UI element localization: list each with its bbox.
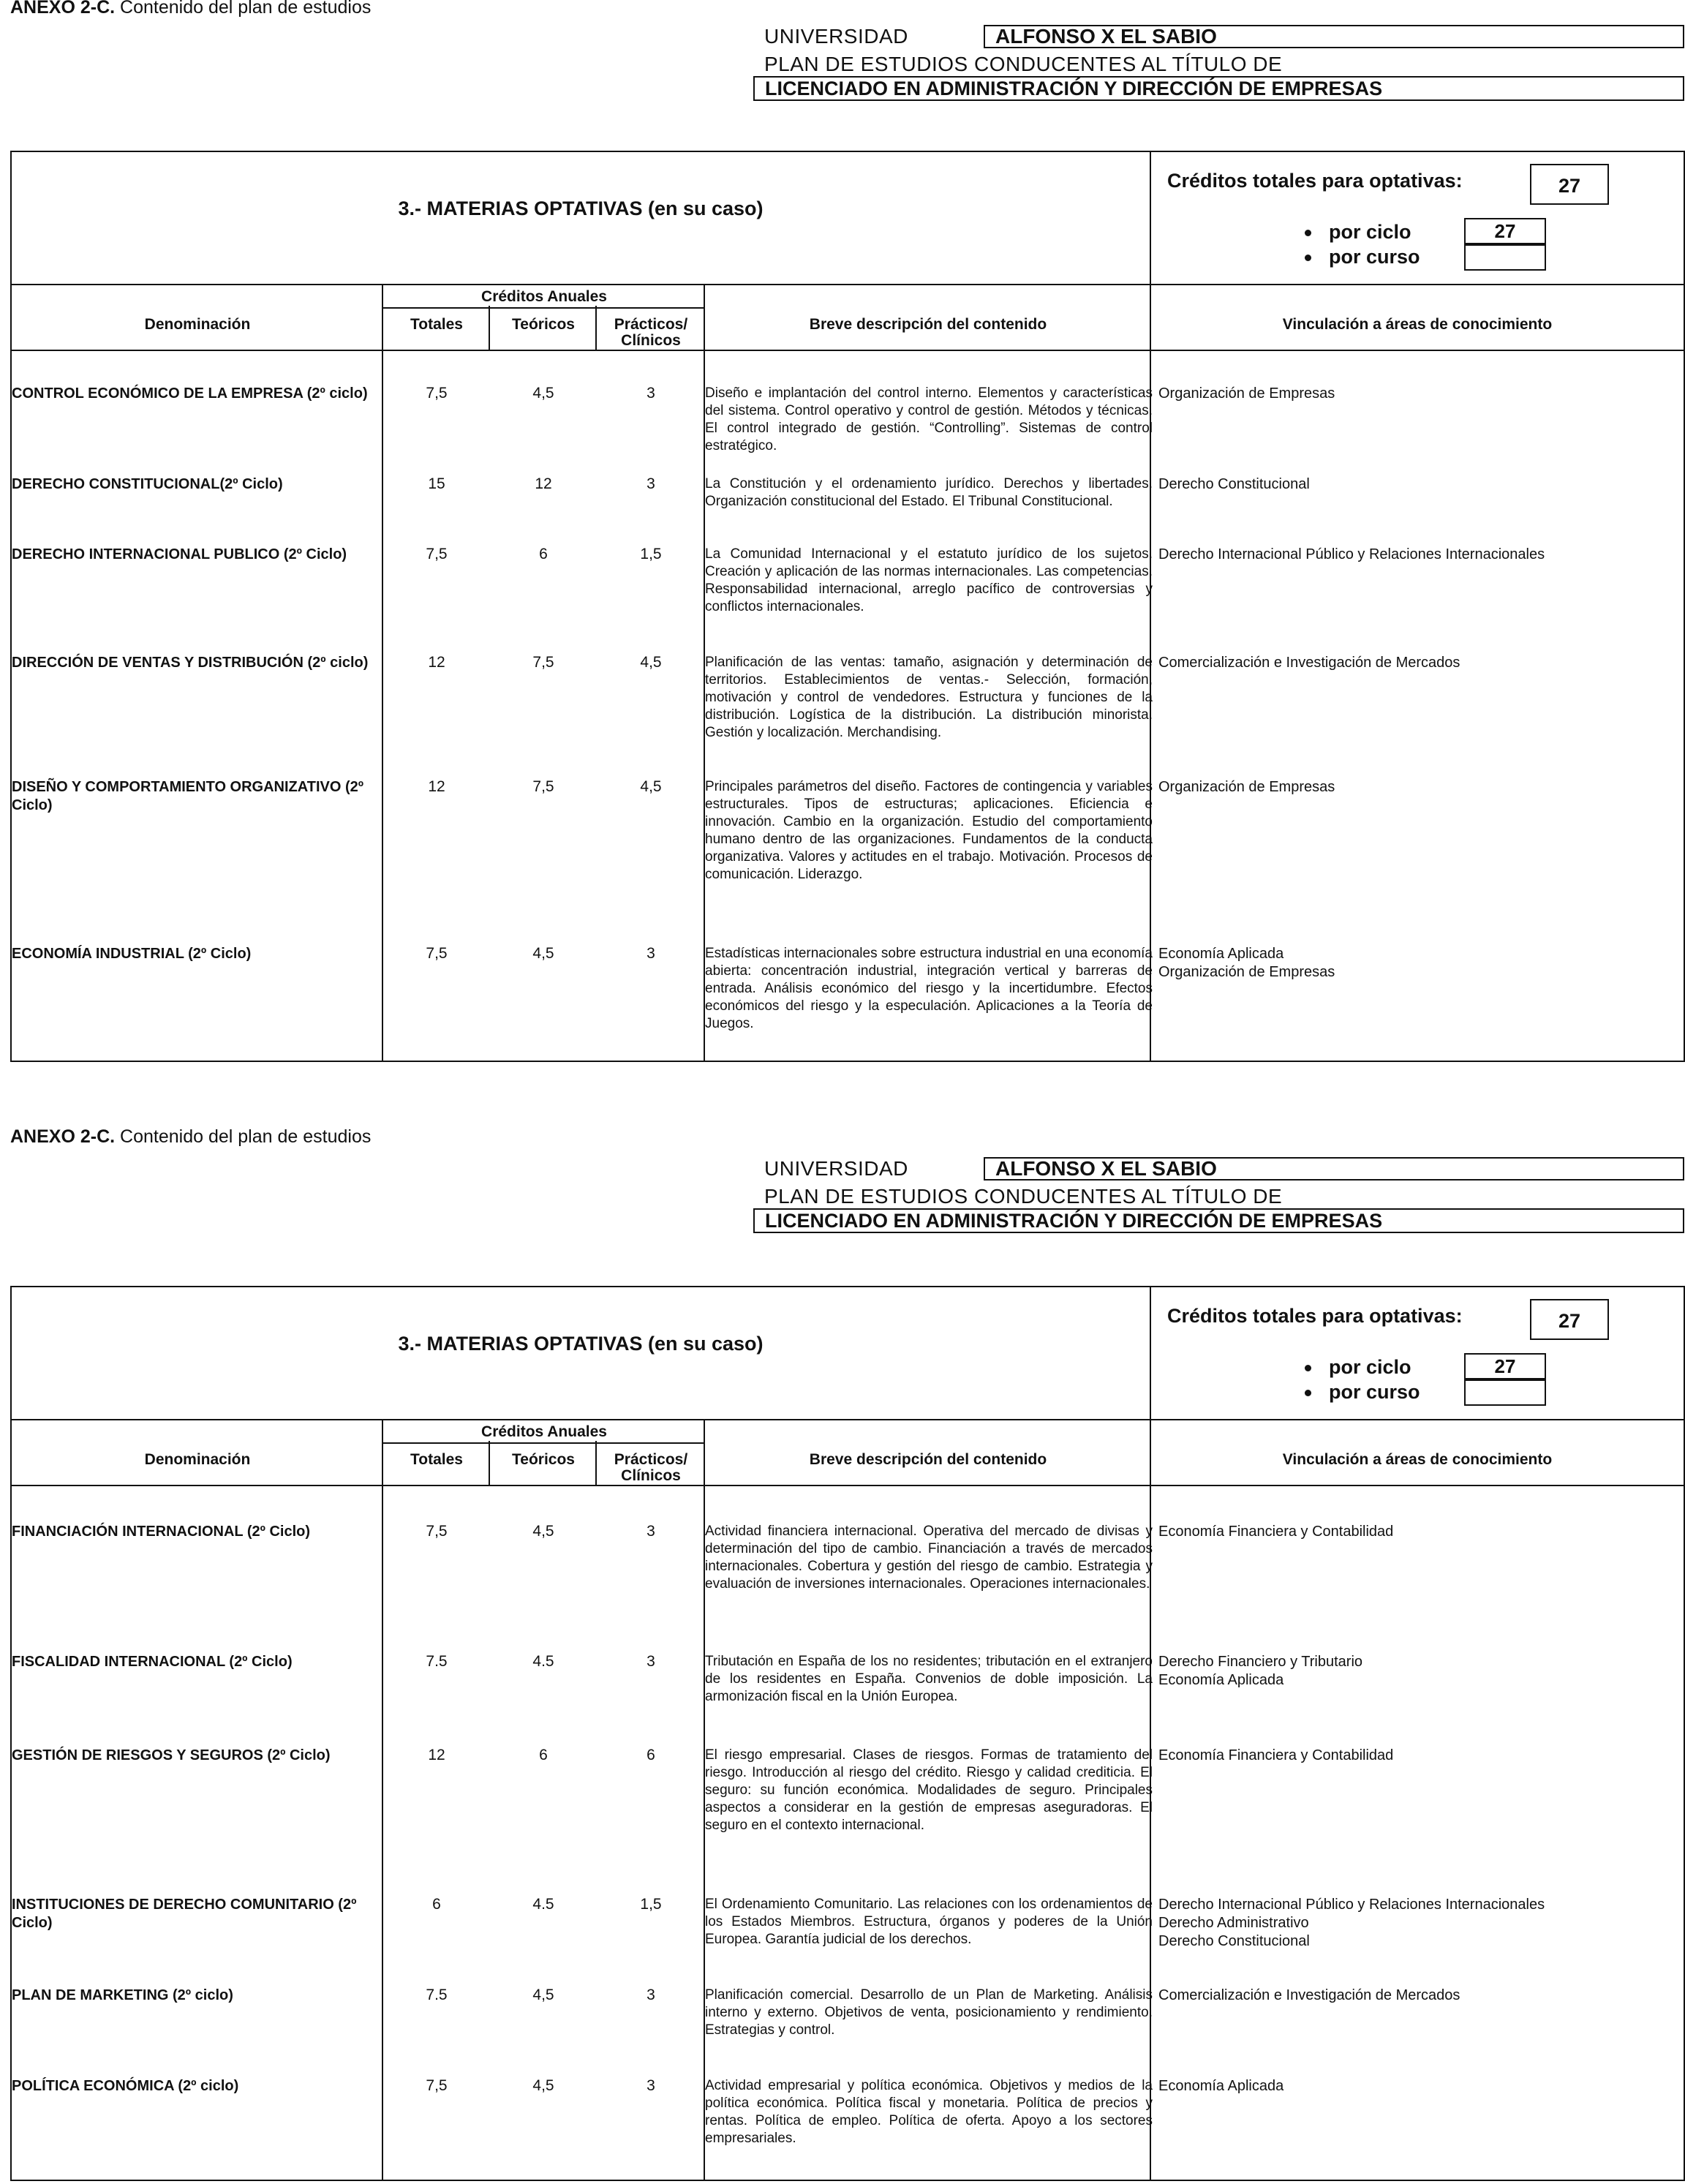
por-ciclo-value: 27 bbox=[1464, 1353, 1546, 1379]
column-headers bbox=[12, 284, 1684, 351]
degree-name: LICENCIADO EN ADMINISTRACIÓN Y DIRECCIÓN DE EMPRESAS bbox=[753, 76, 1684, 101]
row-teoricos: 4,5 bbox=[532, 1987, 554, 2003]
row-totales: 7,5 bbox=[426, 546, 448, 562]
row-teoricos: 4,5 bbox=[532, 945, 554, 962]
row-totales: 12 bbox=[428, 1747, 445, 1763]
header-descripcion: Breve descripción del contenido bbox=[809, 1451, 1047, 1468]
bullet-icon bbox=[1305, 1390, 1311, 1396]
annex-heading: ANEXO 2-C. Contenido del plan de estudios bbox=[10, 0, 372, 18]
university-label: UNIVERSIDAD bbox=[764, 25, 908, 48]
row-description: Diseño e implantación del control interno. Elementos y características del sistema. Control operativo y control de gestión. Métodos y técnicas. El control integrado de gestión. “Controlling”. Sistemas de control estratégico. bbox=[705, 385, 1153, 453]
row-teoricos: 7,5 bbox=[532, 778, 554, 795]
credits-total-label: Créditos totales para optativas: bbox=[1167, 170, 1463, 192]
header-practicos: Prácticos/ bbox=[614, 1451, 688, 1468]
degree-name: LICENCIADO EN ADMINISTRACIÓN Y DIRECCIÓN DE EMPRESAS bbox=[753, 1208, 1684, 1233]
row-description: Actividad financiera internacional. Operativa del mercado de divisas y determinación del tipo de cambio. Financiación a través de mercados internacionales. Cobertura y gestión del riesgo de cambio. Estrategia y evaluación de inversiones internacionales. Operaciones internacionales. bbox=[705, 1524, 1153, 1592]
row-description: El riesgo empresarial. Clases de riesgos. Formas de tratamiento del riesgo. Introducción al riesgo del crédito. Riesgo y calidad crediticia. El seguro: su función económica. Modalidades de seguro. Principales aspectos a considerar en la gestión de empresas aseguradoras. El seguro en el contexto internacional. bbox=[705, 1747, 1153, 1833]
optativas-table bbox=[10, 151, 1685, 1062]
page-2 bbox=[0, 1126, 1685, 2184]
header-totales: Totales bbox=[410, 1451, 463, 1468]
row-name: GESTIÓN DE RIESGOS Y SEGUROS (2º Ciclo) bbox=[12, 1747, 331, 1763]
row-description: La Comunidad Internacional y el estatuto jurídico de los sujetos. Creación y aplicación de las normas internacionales. Las competencias. Responsabilidad internacional, arreglo pacífico de controversias y conflictos internacionales. bbox=[705, 546, 1153, 614]
row-practicos: 1,5 bbox=[640, 546, 662, 562]
row-teoricos: 6 bbox=[539, 546, 548, 562]
header-creditos-anuales: Créditos Anuales bbox=[481, 288, 607, 305]
row-name: FINANCIACIÓN INTERNACIONAL (2º Ciclo) bbox=[12, 1524, 311, 1540]
annex-heading: ANEXO 2-C. Contenido del plan de estudios bbox=[10, 1126, 372, 1147]
row-description: Planificación de las ventas: tamaño, asignación y determinación de territorios. Establecimientos de ventas.- Selección, formación, motivación y control de vendedores. Estructura y funciones de la distribución. Logística de la distribución. La distribución minorista. Gestión y localización. Merchandising. bbox=[705, 655, 1153, 740]
header-teoricos: Teóricos bbox=[512, 316, 575, 333]
row-totales: 15 bbox=[428, 475, 445, 492]
por-ciclo-label: por ciclo bbox=[1305, 221, 1411, 244]
row-areas: Organización de Empresas bbox=[1158, 385, 1335, 402]
row-totales: 7,5 bbox=[426, 385, 448, 402]
por-curso-value bbox=[1464, 244, 1546, 271]
credits-total-value: 27 bbox=[1530, 1299, 1609, 1340]
credits-panel bbox=[1151, 1287, 1684, 1419]
row-description: Actividad empresarial y política económica. Objetivos y medios de la política económica. Política fiscal y monetaria. Política de precios y rentas. Política de empleo. Política de oferta. Apoyo a los sectores empresariales. bbox=[705, 2078, 1153, 2146]
row-practicos: 6 bbox=[647, 1747, 655, 1763]
row-description: Planificación comercial. Desarrollo de un Plan de Marketing. Análisis interno y externo. Objetivos de venta, posicionamiento y rendimiento. Estrategias y control. bbox=[705, 1987, 1153, 2038]
row-totales: 7.5 bbox=[426, 1987, 448, 2003]
row-areas: Economía Aplicada Organización de Empresas bbox=[1158, 946, 1335, 980]
row-practicos: 3 bbox=[647, 2077, 655, 2094]
row-areas: Organización de Empresas bbox=[1158, 779, 1335, 795]
row-name: POLÍTICA ECONÓMICA (2º ciclo) bbox=[12, 2078, 239, 2094]
row-areas: Derecho Financiero y Tributario Economía Aplicada bbox=[1158, 1654, 1363, 1688]
optativas-table bbox=[10, 1286, 1685, 2181]
row-practicos: 3 bbox=[647, 1653, 655, 1670]
header-teoricos: Teóricos bbox=[512, 1451, 575, 1468]
row-description: Tributación en España de los no residentes; tributación en el extranjero de los residentes en España. Convenios de doble imposición. La armonización fiscal en la Unión Europea. bbox=[705, 1654, 1153, 1704]
row-teoricos: 4.5 bbox=[532, 1653, 554, 1670]
row-areas: Economía Financiera y Contabilidad bbox=[1158, 1524, 1394, 1540]
credits-total-value: 27 bbox=[1530, 164, 1609, 205]
row-areas: Derecho Internacional Público y Relaciones Internacionales bbox=[1158, 546, 1545, 562]
por-ciclo-value: 27 bbox=[1464, 218, 1546, 244]
row-totales: 7,5 bbox=[426, 1523, 448, 1540]
bullet-icon bbox=[1305, 230, 1311, 236]
row-practicos: 3 bbox=[647, 475, 655, 492]
bullet-icon bbox=[1305, 255, 1311, 261]
header-clinicos: Clínicos bbox=[621, 332, 681, 349]
plan-label: PLAN DE ESTUDIOS CONDUCENTES AL TÍTULO DE bbox=[764, 53, 1283, 75]
row-practicos: 3 bbox=[647, 1987, 655, 2003]
row-name: DERECHO INTERNACIONAL PUBLICO (2º Ciclo) bbox=[12, 546, 347, 562]
row-name: ECONOMÍA INDUSTRIAL (2º Ciclo) bbox=[12, 946, 252, 962]
header-vinculacion: Vinculación a áreas de conocimiento bbox=[1282, 316, 1553, 333]
row-teoricos: 12 bbox=[535, 475, 552, 492]
row-totales: 7,5 bbox=[426, 2077, 448, 2094]
row-description: El Ordenamiento Comunitario. Las relaciones con los ordenamientos de los Estados Miembros. Estructura, órganos y poderes de la Unión Europea. Garantía judicial de los derechos. bbox=[705, 1897, 1153, 1947]
header-vinculacion: Vinculación a áreas de conocimiento bbox=[1282, 1451, 1553, 1468]
row-areas: Derecho Constitucional bbox=[1158, 476, 1310, 492]
row-description: Principales parámetros del diseño. Factores de contingencia y variables estructurales. Tipos de estructuras; aplicaciones. Eficiencia e innovación. Cambio en la organización. Estudio del comportamiento humano dentro de las organizaciones. Fundamentos de la conducta organizativa. Valores y actitudes en el trabajo. Motivación. Procesos de comunicación. Liderazgo. bbox=[705, 779, 1153, 882]
row-name: FISCALIDAD INTERNACIONAL (2º Ciclo) bbox=[12, 1654, 293, 1670]
section-title: 3.- MATERIAS OPTATIVAS (en su caso) bbox=[398, 197, 764, 219]
university-name: ALFONSO X EL SABIO bbox=[984, 1157, 1684, 1181]
row-totales: 12 bbox=[428, 778, 445, 795]
row-areas: Comercialización e Investigación de Mercados bbox=[1158, 1987, 1460, 2003]
credits-panel bbox=[1151, 152, 1684, 284]
row-practicos: 4,5 bbox=[640, 778, 662, 795]
row-name: INSTITUCIONES DE DERECHO COMUNITARIO (2º Ciclo) bbox=[12, 1897, 357, 1931]
row-name: DERECHO CONSTITUCIONAL(2º Ciclo) bbox=[12, 476, 283, 492]
row-description: Estadísticas internacionales sobre estructura industrial en una economía abierta: concentración industrial, integración vertical y barreras de entrada. Análisis económico del riesgo y la incertidumbre. Efectos económicos del riesgo y la especulación. Aplicaciones a la Teoría de Juegos. bbox=[705, 946, 1153, 1031]
row-name: CONTROL ECONÓMICO DE LA EMPRESA (2º ciclo) bbox=[12, 385, 368, 402]
header-practicos: Prácticos/ bbox=[614, 316, 688, 333]
por-ciclo-label: por ciclo bbox=[1305, 1356, 1411, 1379]
row-name: DIRECCIÓN DE VENTAS Y DISTRIBUCIÓN (2º ciclo) bbox=[12, 655, 369, 671]
header-denominacion: Denominación bbox=[144, 1451, 251, 1468]
row-totales: 7,5 bbox=[426, 945, 448, 962]
header-creditos-anuales: Créditos Anuales bbox=[481, 1423, 607, 1440]
header-denominacion: Denominación bbox=[144, 316, 251, 333]
por-curso-value bbox=[1464, 1379, 1546, 1406]
column-headers bbox=[12, 1419, 1684, 1486]
por-curso-label: por curso bbox=[1305, 246, 1420, 268]
row-teoricos: 4,5 bbox=[532, 1523, 554, 1540]
row-areas: Derecho Internacional Público y Relaciones Internacionales Derecho Administrativo Derecho Constitucional bbox=[1158, 1897, 1545, 1949]
row-totales: 6 bbox=[432, 1896, 441, 1913]
row-areas: Economía Aplicada bbox=[1158, 2078, 1284, 2094]
row-teoricos: 4.5 bbox=[532, 1896, 554, 1913]
row-practicos: 3 bbox=[647, 1523, 655, 1540]
page-1 bbox=[0, 0, 1685, 1068]
credits-total-label: Créditos totales para optativas: bbox=[1167, 1305, 1463, 1327]
row-teoricos: 4,5 bbox=[532, 385, 554, 402]
row-practicos: 3 bbox=[647, 945, 655, 962]
header-clinicos: Clínicos bbox=[621, 1467, 681, 1484]
row-description: La Constitución y el ordenamiento jurídico. Derechos y libertades. Organización constitucional del Estado. El Tribunal Constitucional. bbox=[705, 476, 1153, 509]
row-totales: 12 bbox=[428, 654, 445, 671]
row-areas: Comercialización e Investigación de Mercados bbox=[1158, 655, 1460, 671]
por-curso-label: por curso bbox=[1305, 1381, 1420, 1404]
row-practicos: 1,5 bbox=[640, 1896, 662, 1913]
header-descripcion: Breve descripción del contenido bbox=[809, 316, 1047, 333]
row-practicos: 4,5 bbox=[640, 654, 662, 671]
bullet-icon bbox=[1305, 1365, 1311, 1371]
row-totales: 7.5 bbox=[426, 1653, 448, 1670]
row-teoricos: 6 bbox=[539, 1747, 548, 1763]
row-teoricos: 4,5 bbox=[532, 2077, 554, 2094]
row-name: PLAN DE MARKETING (2º ciclo) bbox=[12, 1987, 233, 2003]
header-totales: Totales bbox=[410, 316, 463, 333]
university-label: UNIVERSIDAD bbox=[764, 1157, 908, 1180]
row-areas: Economía Financiera y Contabilidad bbox=[1158, 1747, 1394, 1763]
row-name: DISEÑO Y COMPORTAMIENTO ORGANIZATIVO (2º Ciclo) bbox=[12, 779, 364, 813]
section-title: 3.- MATERIAS OPTATIVAS (en su caso) bbox=[398, 1333, 764, 1355]
row-teoricos: 7,5 bbox=[532, 654, 554, 671]
plan-label: PLAN DE ESTUDIOS CONDUCENTES AL TÍTULO DE bbox=[764, 1185, 1283, 1208]
university-name: ALFONSO X EL SABIO bbox=[984, 25, 1684, 48]
row-practicos: 3 bbox=[647, 385, 655, 402]
